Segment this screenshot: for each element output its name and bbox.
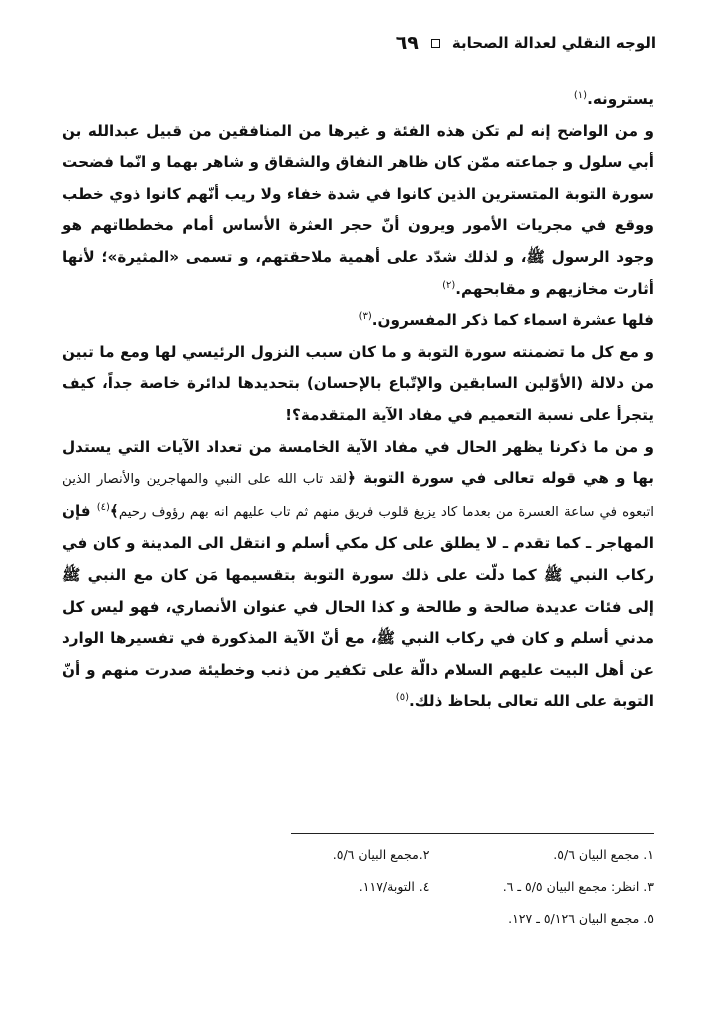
footnote-4: ٤. التوبة/١١٧. bbox=[358, 879, 430, 894]
footnote-ref-1: (١) bbox=[573, 89, 588, 101]
footnotes bbox=[215, 846, 654, 928]
footnote-5: ٥. مجمع البيان ٥/١٢٦ ـ ١٢٧. bbox=[508, 911, 654, 926]
running-title: الوجه النقلي لعدالة الصحابة bbox=[451, 34, 656, 52]
footnote-2: ٢.مجمع البيان ٥/٦. bbox=[332, 847, 430, 862]
footnote-divider bbox=[291, 833, 654, 834]
footnote-ref-5: (٥) bbox=[395, 692, 409, 704]
square-separator-icon bbox=[431, 39, 440, 48]
page-number: ٦٩ bbox=[395, 32, 419, 54]
footnote-ref-3: (٣) bbox=[358, 311, 372, 323]
footnote-ref-2: (٢) bbox=[442, 279, 456, 291]
paragraph-2: و مع كل ما تضمنته سورة التوبة و ما كان سبب النزول الرئيسي لها ومع ما تبين من دلالة (الأوّلين السابقين والإتّباع بالإحسان) بتحديدها لدائرة خاصة جداً، كيف يتجرأ على نسبة التعميم في مفاد الآية المتقدمة؟! bbox=[62, 342, 654, 424]
footnote-3: ٣. انظر: مجمع البيان ٥/٥ ـ ٦. bbox=[502, 879, 654, 894]
main-text bbox=[62, 84, 654, 718]
quran-verse: لقد تاب الله على النبي والمهاجرين والأنصار الذين اتبعوه في ساعة العسرة من بعدما كاد يزيغ قلوب فريق منهم ثم تاب عليهم انه بهم رؤوف رحيم bbox=[62, 472, 654, 520]
paragraph-3: و من ما ذكرنا يظهر الحال في مفاد الآية الخامسة من تعداد الآيات التي يستدل بها و هي قوله تعالى في سورة التوبة ﴿لقد تاب الله على النبي والمهاجرين والأنصار الذين اتبعوه في ساعة العسرة من بعدما كاد يزيغ قلوب فريق منهم ثم تاب عليهم انه بهم رؤوف رحيم﴾$^{(٤)}$ فإن المهاجر ـ كما تقدم ـ لا يطلق على كل مكي أسلم و انتقل الى المدينة و كان في ركاب النبي ﷺ كما دلّت على ذلك سورة التوبة بتقسيمها مَن كان مع النبي ﷺ إلى فئات عديدة صالحة و طالحة و كذا الحال في عنوان الأنصاري، فهو ليس كل مدني أسلم و كان في ركاب النبي ﷺ، مع أنّ الآية المذكورة في تفسيرها الوارد عن أهل البيت عليهم السلام دالّة على تكفير من ذنب وخطيئة صدرت منهم و أنّ التوبة على الله تعالى بلحاظ ذلك.$^{(٥)}$ bbox=[62, 437, 654, 711]
page-header bbox=[60, 26, 656, 60]
paragraph-1: و من الواضح إنه لم تكن هذه الفئة و غيرها من المنافقين من قبيل عبدالله بن أبي سلول و جماعته ممّن كان ظاهر النفاق والشقاق و شاهر بهما و انّما فضحت سورة التوبة المتسترين الذين كانوا في شدة خفاء ولا ريب أنّهم كانوا ذوي خطب ووقع في مجريات الأمور ويرون أنّ حجر العثرة الأساس أمام مخططاتهم هو وجود الرسول ﷺ، و لذلك شدّد على أهمية ملاحقتهم، و تسمى «المثيرة»؛ لأنها أثارت مخازيهم و مقابحهم.$^{(٢)}$ فلها عشرة اسماء كما ذكر المفسرون.$^{(٣)}$ bbox=[62, 121, 654, 330]
footnote-ref-4: (٤) bbox=[96, 501, 110, 513]
intro-line: يسترونه.$^{(١)}$ bbox=[573, 89, 654, 108]
footnote-1: ١. مجمع البيان ٥/٦. bbox=[553, 847, 654, 862]
